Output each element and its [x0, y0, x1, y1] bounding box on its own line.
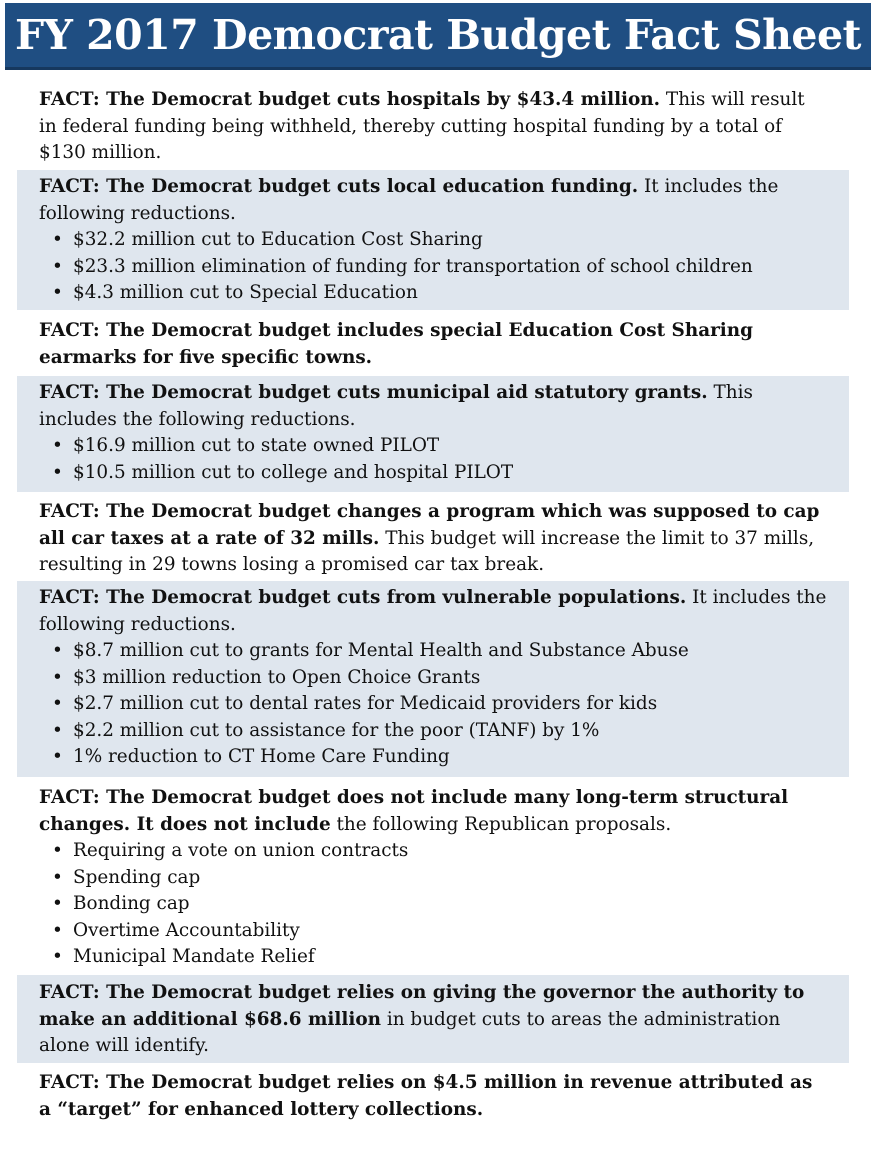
fact-body: It includes the following reductions. — [39, 176, 779, 224]
list-item: • Overtime Accountability — [73, 918, 827, 945]
list-item: • $16.9 million cut to state owned PILOT — [73, 433, 827, 460]
list-item: • $4.3 million cut to Special Education — [73, 280, 827, 307]
fact-section-education — [17, 170, 849, 310]
fact-paragraph — [39, 785, 827, 838]
fact-paragraph — [39, 380, 827, 433]
list-item: • $23.3 million elimination of funding for transportation of school children — [73, 254, 827, 281]
fact-section-earmarks — [17, 316, 849, 372]
page-title: FY 2017 Democrat Budget Fact Sheet — [15, 11, 861, 59]
fact-section-structural-changes — [17, 783, 849, 969]
list-item: • $2.7 million cut to dental rates for Medicaid providers for kids — [73, 691, 827, 718]
fact-body: This budget will increase the limit to 37 mills, resulting in 29 towns losing a promised car tax break. — [39, 527, 815, 575]
fact-heading: FACT: The Democrat budget cuts hospitals by $43.4 million. — [39, 89, 661, 110]
fact-paragraph — [39, 585, 827, 638]
proposal-list — [39, 838, 827, 971]
fact-heading: FACT: The Democrat budget includes special Education Cost Sharing earmarks for five specific towns. — [39, 320, 754, 368]
fact-section-car-tax — [17, 497, 849, 577]
fact-section-municipal-aid — [17, 376, 849, 492]
list-item: • Municipal Mandate Relief — [73, 944, 827, 971]
fact-heading: FACT: The Democrat budget relies on giving the governor the authority to make an additional $68.6 million — [39, 982, 805, 1030]
fact-section-vulnerable-populations — [17, 581, 849, 777]
fact-body: This includes the following reductions. — [39, 382, 753, 430]
fact-heading: FACT: The Democrat budget cuts from vulnerable populations. — [39, 587, 687, 608]
fact-body: in budget cuts to areas the administration alone will identify. — [39, 1008, 781, 1056]
fact-paragraph — [39, 1070, 827, 1123]
fact-body: This will result in federal funding being withheld, thereby cutting hospital funding by a total of $130 million. — [39, 89, 805, 163]
fact-paragraph — [39, 87, 827, 167]
reduction-list — [39, 227, 827, 307]
title-banner — [5, 3, 871, 70]
fact-paragraph — [39, 980, 827, 1060]
list-item: • 1% reduction to CT Home Care Funding — [73, 744, 827, 771]
fact-heading: FACT: The Democrat budget cuts municipal aid statutory grants. — [39, 382, 708, 403]
fact-section-governor-authority — [17, 975, 849, 1063]
fact-heading: FACT: The Democrat budget changes a program which was supposed to cap all car taxes at a rate of 32 mills. — [39, 501, 820, 549]
fact-section-hospitals — [17, 85, 849, 165]
list-item: • Requiring a vote on union contracts — [73, 838, 827, 865]
fact-paragraph — [39, 499, 827, 579]
fact-section-lottery — [17, 1068, 849, 1128]
list-item: • $3 million reduction to Open Choice Grants — [73, 665, 827, 692]
fact-heading: FACT: The Democrat budget does not include many long-term structural changes. It does not include — [39, 787, 789, 835]
fact-body: It includes the following reductions. — [39, 587, 827, 635]
list-item: • Spending cap — [73, 865, 827, 892]
reduction-list — [39, 433, 827, 486]
fact-paragraph — [39, 318, 827, 371]
list-item: • $2.2 million cut to assistance for the poor (TANF) by 1% — [73, 718, 827, 745]
reduction-list — [39, 638, 827, 771]
list-item: • Bonding cap — [73, 891, 827, 918]
fact-heading: FACT: The Democrat budget cuts local education funding. — [39, 176, 639, 197]
fact-heading: FACT: The Democrat budget relies on $4.5 million in revenue attributed as a “target” for enhanced lottery collections. — [39, 1072, 813, 1120]
list-item: • $10.5 million cut to college and hospital PILOT — [73, 460, 827, 487]
list-item: • $32.2 million cut to Education Cost Sharing — [73, 227, 827, 254]
fact-paragraph — [39, 174, 827, 227]
list-item: • $8.7 million cut to grants for Mental Health and Substance Abuse — [73, 638, 827, 665]
fact-body: the following Republican proposals. — [330, 813, 672, 835]
